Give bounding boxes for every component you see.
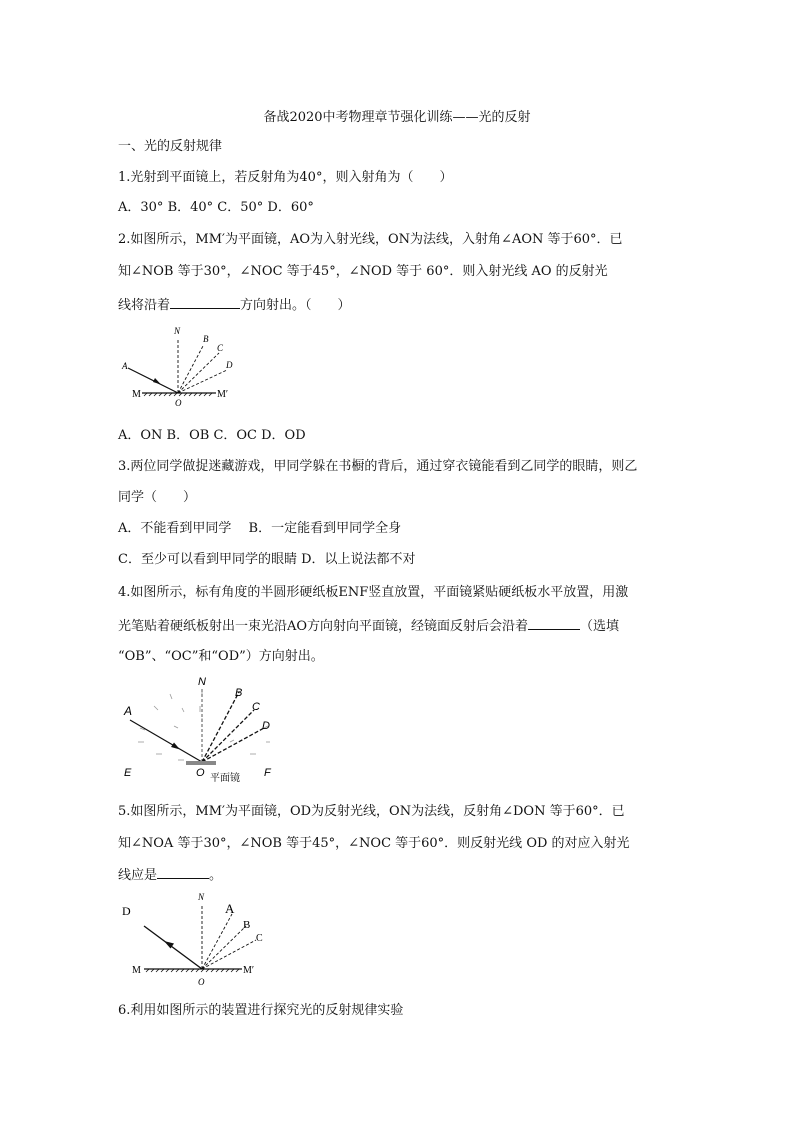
question-3-line-2: 同学（ ）: [118, 490, 197, 505]
question-5-line-3-prefix: 线应是: [118, 868, 158, 883]
question-3-line-1: 3.两位同学做捉迷藏游戏，甲同学躲在书橱的背后，通过穿衣镜能看到乙同学的眼睛，则乙: [118, 459, 638, 474]
protractor-marks: [138, 692, 270, 760]
label-o: O: [196, 767, 205, 779]
question-4-line-1: 4.如图所示，标有角度的半圆形硬纸板ENF竖直放置，平面镜紧贴硬纸板水平放置，用激: [118, 585, 629, 600]
label-m-prime: M′: [243, 965, 255, 976]
question-4-figure: [118, 668, 288, 786]
label-plane-mirror: 平面镜: [210, 773, 240, 784]
label-c: C: [217, 343, 224, 353]
mirror-plate: [186, 761, 216, 765]
label-a: A: [225, 901, 235, 916]
question-5-figure: [118, 884, 273, 990]
question-2-line-3-prefix: 线将沿着: [118, 298, 171, 313]
label-b: B: [243, 919, 251, 931]
question-4-line-2-suffix: （选填: [580, 619, 620, 634]
incident-arrow: [153, 378, 161, 385]
ray-ob: [178, 346, 203, 393]
question-2-line-3-suffix: 方向射出。（ ）: [240, 298, 351, 313]
question-5-line-3: [118, 866, 222, 884]
answer-blank[interactable]: [528, 617, 580, 630]
question-5-line-2: 知∠NOA 等于30°，∠NOB 等于45°，∠NOC 等于60°．则反射光线 OD 的对应入射光: [118, 836, 630, 851]
label-d: D: [122, 904, 131, 918]
label-c: C: [252, 701, 260, 713]
label-d: D: [226, 360, 233, 370]
question-1-options: A．30° B．40° C．50° D．60°: [118, 200, 314, 215]
question-4-line-2: [118, 617, 619, 635]
label-f: F: [264, 767, 271, 779]
label-m: M: [132, 389, 141, 400]
question-2-figure: [118, 322, 248, 410]
ray-oc: [178, 353, 219, 393]
section-heading: 一、光的反射规律: [118, 139, 223, 154]
label-c: C: [256, 933, 263, 944]
answer-blank[interactable]: [157, 866, 209, 879]
question-4-line-3: “OB”、“OC”和“OD”）方向射出。: [118, 649, 324, 664]
question-2-line-1: 2.如图所示，MM′为平面镜，AO为入射光线，ON为法线，入射角∠AON 等于60°．已: [118, 232, 623, 247]
label-o: O: [175, 398, 182, 408]
label-d: D: [262, 720, 270, 732]
incident-arrow: [171, 743, 180, 750]
label-m: M: [132, 965, 141, 976]
question-3-options-cd: C．至少可以看到甲同学的眼睛 D．以上说法都不对: [118, 552, 416, 567]
question-1-stem: 1.光射到平面镜上，若反射角为40°，则入射角为（ ）: [118, 170, 453, 185]
label-e: E: [124, 767, 132, 779]
label-o: O: [198, 977, 205, 987]
question-2-options: A．ON B．OB C．OC D．OD: [118, 428, 306, 443]
label-b: B: [203, 334, 209, 344]
reflected-ray-od: [144, 926, 202, 969]
ray-oc: [202, 710, 254, 762]
question-2-line-3: [118, 296, 351, 314]
question-5-line-3-suffix: 。: [209, 868, 223, 883]
label-n: N: [198, 676, 206, 688]
label-a: A: [124, 704, 133, 718]
label-m-prime: M′: [217, 389, 229, 400]
ray-ob: [202, 926, 246, 969]
label-b: B: [235, 687, 243, 699]
question-4-line-2-prefix: 光笔贴着硬纸板射出一束光沿AO方向射向平面镜，经镜面反射后会沿着: [118, 619, 529, 634]
question-5-line-1: 5.如图所示，MM′为平面镜，OD为反射光线，ON为法线，反射角∠DON 等于60°．已: [118, 804, 625, 819]
label-n: N: [198, 892, 205, 902]
page-title: 备战2020中考物理章节强化训练——光的反射: [263, 110, 531, 125]
question-2-line-2: 知∠NOB 等于30°，∠NOC 等于45°，∠NOD 等于 60°．则入射光线 AO 的反射光: [118, 264, 608, 279]
question-6-line-1: 6.利用如图所示的装置进行探究光的反射规律实验: [118, 1003, 404, 1018]
answer-blank[interactable]: [170, 296, 240, 309]
question-3-options-ab: A．不能看到甲同学 B．一定能看到甲同学全身: [118, 521, 402, 536]
incident-ray-ao: [130, 720, 202, 762]
label-a: A: [122, 361, 128, 371]
label-n: N: [174, 326, 181, 336]
